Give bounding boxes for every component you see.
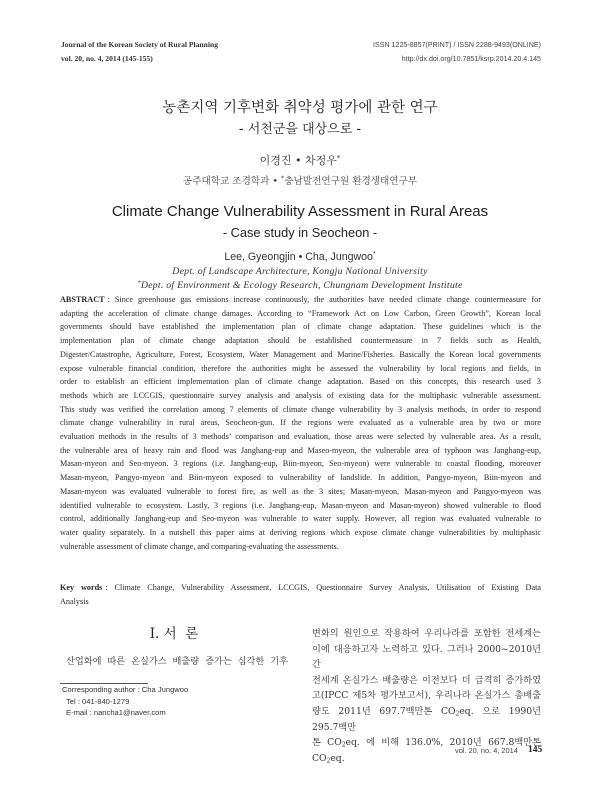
abstract-line: governments should have established the implementation plan of climate change adaptation. These guidelines which is the (60, 322, 541, 332)
body-text: eq. 에 비해 136.0%, 2010년 667.8백만톤 CO (312, 737, 541, 764)
korean-subtitle: - 서천군을 대상으로 - (238, 122, 362, 137)
abstract-line: methods which are LCCGIS, questionnaire survey analysis and analysis of existing data for the multiphasic vulnerable assessment. (60, 390, 541, 400)
author-phone: Tel : 041-840-1279 (66, 696, 130, 706)
body-line: 전세계 온실가스 배출량은 이전보다 더 급격히 증가하였 (312, 674, 541, 686)
abstract-line: Masan-myeon and Seo-myeon. 3 regions (i.e. Janghang-eup, Biin-myeon, Seo-myeon) were vulnerable to coastal flooding, moreover (60, 459, 541, 469)
body-line: 이에 대응하고자 노력하고 있다. 그러나 2000~2010년간 (312, 643, 541, 671)
body-line: 변화의 원인으로 작용하여 우리나라를 포함한 전세계는 (312, 628, 541, 639)
korean-title: 농촌지역 기후변화 취약성 평가에 관한 연구 (162, 100, 438, 116)
author-footnote-mark: * (336, 153, 341, 163)
affiliation-footnote-mark: * (281, 175, 285, 183)
subscript: 2 (341, 741, 346, 749)
abstract-line: implementation plan of climate change adaptation should be established countermeasure in 7 fields such as Health, (60, 336, 541, 346)
abstract-line: the vulnerable area of heavy rain and flood was Janghang-eup and Maseo-myeon, the vulnerable area of typhoon was Janghang-eup, (60, 445, 541, 455)
abstract-line: evaluation methods in the results of 3 methods’ comparison and evaluation, those areas were selected by vulnerable area. As a result, (60, 432, 541, 442)
abstract-line: expose vulnerable financial condition, therefore the authorities might be assessed the vulnerability by local regions and fields, in (60, 363, 541, 373)
abstract-label: ABSTRACT (60, 295, 105, 304)
english-authors (0, 250, 600, 265)
section-heading: Ⅰ. 서 론 (149, 626, 199, 642)
english-subtitle: - Case study in Seocheon - (222, 225, 378, 240)
left-column-text (60, 654, 288, 670)
keywords-text: : Climate Change, Vulnerability Assessment, LCCGIS, Questionnaire Survey Analysis, Utilisation of Existing Data (105, 583, 542, 592)
page-number: 145 (528, 745, 543, 755)
corresponding-author: Corresponding author : Cha Jungwoo (62, 685, 189, 694)
korean-author-names: 이경진 • 차정우 (259, 154, 337, 167)
journal-volume: vol. 20, no. 4, 2014 (145-155) (61, 54, 153, 63)
keywords-line (60, 581, 541, 595)
body-line (312, 704, 541, 735)
english-affiliation-2 (0, 279, 600, 293)
subscript: 2 (455, 710, 460, 718)
korean-affiliation-2: 충남발전연구원 환경생태연구부 (284, 176, 418, 187)
abstract-line: Masan-myeon was evaluated vulnerable to forest fire, as well as the 3 sites; Masan-myeon, Masan-myeon and Pangyo-myeon was (60, 486, 541, 496)
abstract (60, 293, 541, 553)
english-affiliation-2-text: Dept. of Environment & Ecology Research, Chungnam Development Institute (140, 280, 463, 291)
abstract-line: control, additionally Janghang-eup and Seo-myeon was vulnerable to water supply. However, all region was evaluated vulnerable to (60, 514, 541, 524)
abstract-text: : Since greenhouse gas emissions increase continuously, the authorities have needed climate change countermeasure for (107, 295, 541, 304)
journal-header (61, 38, 218, 66)
issn-header (373, 38, 541, 66)
abstract-line: climate change vulnerability in rural areas, Seocheon-gun. If the regions were evaluated as a vulnerable area by two or more (60, 418, 541, 428)
abstract-line: adapting the acceleration of climate change damages. According to “Framework Act on Low Carbon, Green Growth”, Korean local (60, 308, 541, 318)
english-title: Climate Change Vulnerability Assessment in Rural Areas (111, 203, 489, 220)
abstract-line: water quality separately. In a nutshell this paper aims at deriving regions which expose climate change vulnerabilities by multiphasic (60, 527, 541, 537)
keywords (60, 581, 541, 609)
korean-affiliation-1: 공주대학교 조경학과 • (182, 176, 282, 187)
body-text: 량도 2011년 697.7백만톤 CO (312, 705, 456, 717)
journal-name: Journal of the Korean Society of Rural Planning (61, 40, 219, 49)
keywords-label: Key words (60, 583, 103, 592)
body-line: 산업화에 따른 온실가스 배출량 증가는 심각한 기후 (66, 656, 288, 667)
subscript: 2 (326, 757, 331, 765)
body-text: 톤 CO (312, 737, 342, 749)
english-author-names: Lee, Gyeongjin • Cha, Jungwoo (224, 251, 373, 263)
abstract-line: This study was verified the correlation among 7 elements of climate change vulnerability by 3 analysis methods, in order to respond (60, 404, 541, 414)
abstract-line: vulnerable assessment of climate change, and comparing-evaluating the assessments. (60, 541, 339, 551)
abstract-line: Digester/Catastrophe, Agriculture, Forest, Ecosystem, Water Management and Marine/Fisheries. Basically the Korean local governments (60, 349, 541, 359)
issn-text: ISSN 1225-8857(PRINT) / ISSN 2288-9493(ONLINE) (373, 41, 541, 49)
korean-affiliation (0, 174, 600, 189)
doi-link[interactable]: http://dx.doi.org/10.7851/ksrp.2014.20.4.145 (401, 55, 541, 63)
abstract-line: Masan-myeon, Pangyo-myeon and Biin-myeon exposed to vulnerability of landslide. In addition, Pangyo-myeon, Biin-myeon and (60, 473, 541, 483)
body-text: eq. 으로 1990년 295.7백만 (312, 705, 541, 733)
author-email[interactable]: E-mail : nancha1@naver.com (66, 708, 166, 718)
author-footnote-mark: * (372, 251, 376, 259)
abstract-line: order to establish an efficient implementation plan of climate change adaptation. Based on this concepts, this research used 3 (60, 377, 541, 387)
korean-authors (0, 153, 600, 169)
body-line: 고(IPCC 제5차 평가보고서), 우리나라 온실가스 총배출 (312, 690, 541, 702)
abstract-line: identified vulnerable to ecosystem. Lastly, 3 regions (i.e. Janghang-eup, Masan-myeon and Masan-myeon) showed vulnerable to flood (60, 500, 541, 510)
body-text: eq. (330, 752, 345, 764)
english-affiliation-1: Dept. of Landscape Architecture, Kongju National University (172, 266, 428, 277)
footer-issue: vol. 20, no. 4, 2014 (455, 746, 518, 755)
abstract-line (60, 293, 541, 307)
affiliation-footnote-mark: * (137, 279, 141, 287)
keywords-line: Analysis (60, 597, 89, 606)
corresponding-author-footnote (62, 684, 188, 719)
